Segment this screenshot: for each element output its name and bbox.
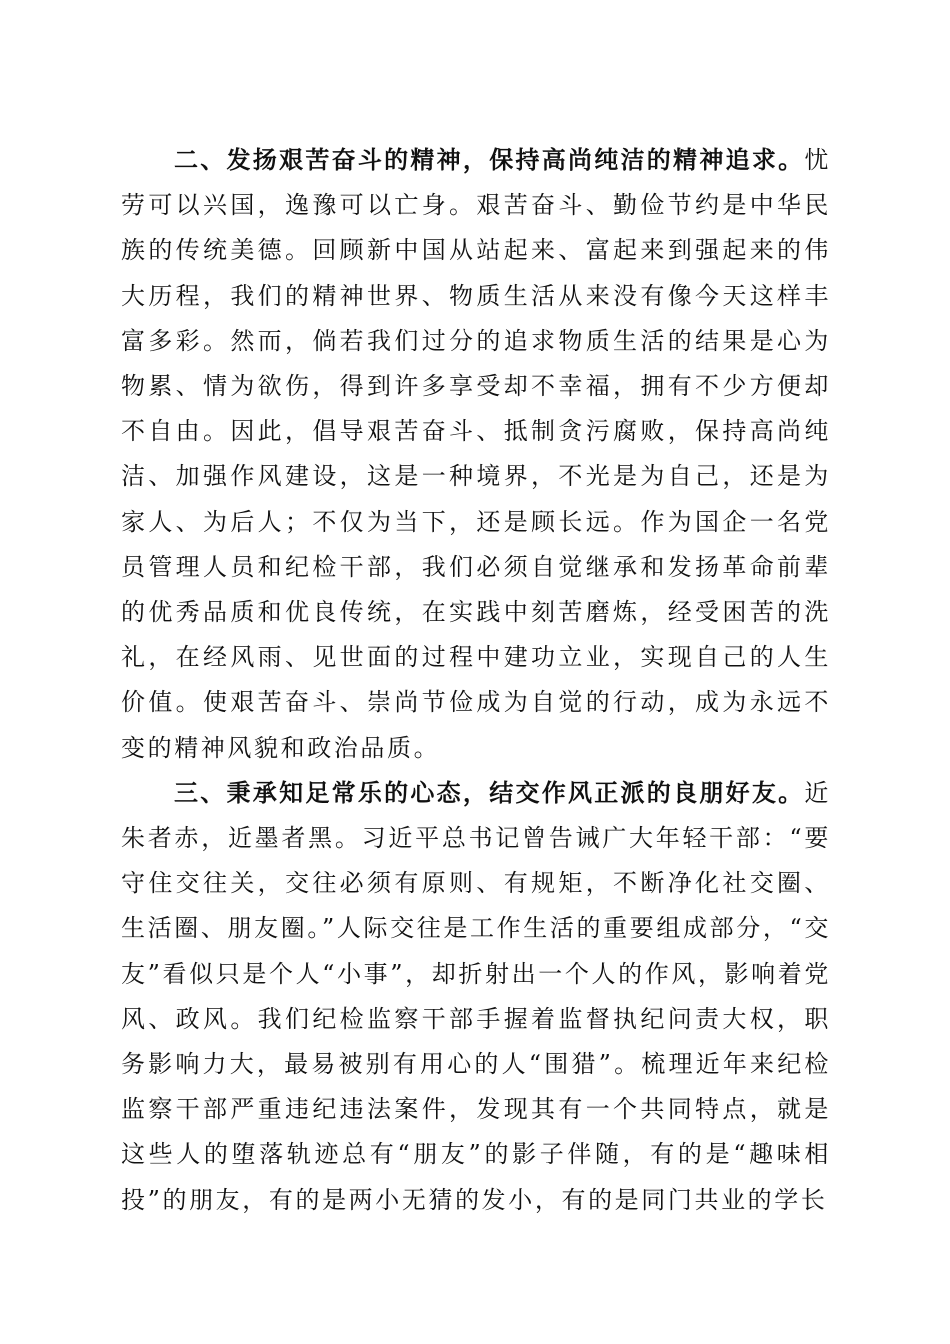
document-body	[121, 138, 831, 1223]
paragraph-section-three	[121, 771, 831, 1223]
section-three-heading: 三、秉承知足常乐的心态，结交作风正派的良朋好友。	[174, 778, 805, 807]
section-two-text: 忧劳可以兴国，逸豫可以亡身。艰苦奋斗、勤俭节约是中华民族的传统美德。回顾新中国从站起来、富起来到强起来的伟大历程，我们的精神世界、物质生活从来没有像今天这样丰富多彩。然而，倘若我们过分的追求物质生活的结果是心为物累、情为欲伤，得到许多享受却不幸福，拥有不少方便却不自由。因此，倡导艰苦奋斗、抵制贪污腐败，保持高尚纯洁、加强作风建设，这是一种境界，不光是为自己，还是为家人、为后人；不仅为当下，还是顾长远。作为国企一名党员管理人员和纪检干部，我们必须自觉继承和发扬革命前辈的优秀品质和优良传统，在实践中刻苦磨炼，经受困苦的洗礼，在经风雨、见世面的过程中建功立业，实现自己的人生价值。使艰苦奋斗、崇尚节俭成为自觉的行动，成为永远不变的精神风貌和政治品质。	[121, 146, 831, 762]
section-two-heading: 二、发扬艰苦奋斗的精神，保持高尚纯洁的精神追求。	[174, 146, 805, 174]
section-three-text: 近朱者赤，近墨者黑。习近平总书记曾告诫广大年轻干部：“要守住交往关，交往必须有原则、有规矩，不断净化社交圈、生活圈、朋友圈。”人际交往是工作生活的重要组成部分，“交友”看似只是个人“小事”，却折射出一个人的作风，影响着党风、政风。我们纪检监察干部手握着监督执纪问责大权，职务影响力大，最易被别有用心的人“围猎”。梳理近年来纪检监察干部严重违纪违法案件，发现其有一个共同特点，就是这些人的堕落轨迹总有“朋友”的影子伴随，有的是“趣味相投”的朋友，有的是两小无猜的发小，有的是同门共业的学长	[121, 778, 831, 1214]
paragraph-section-two	[121, 138, 831, 771]
